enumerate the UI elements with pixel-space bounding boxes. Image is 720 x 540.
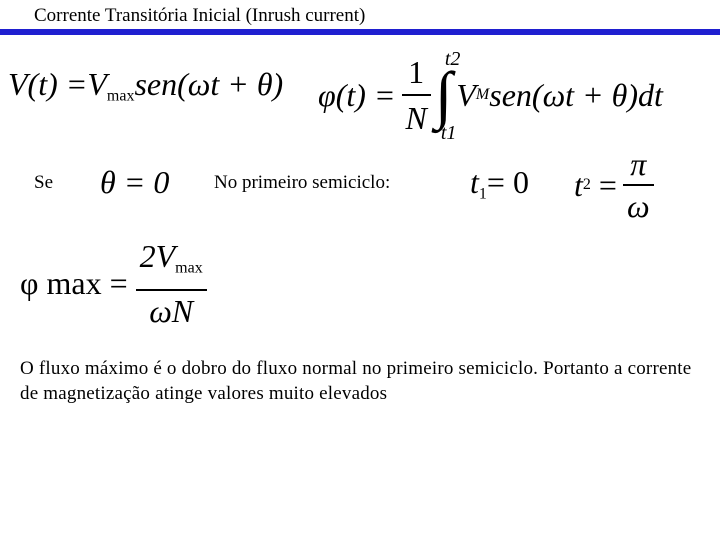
voltage-equation — [8, 64, 283, 117]
conclusion-paragraph: O fluxo máximo é o dobro do fluxo normal no primeiro semiciclo. Portanto a corrente de magnetização atinge valores muito elevados — [20, 358, 692, 404]
phimax-denominator: ωN — [149, 292, 194, 329]
voltage-equation-lhs: V(t) = — [8, 66, 88, 102]
voltage-equation-v: V — [87, 66, 107, 102]
phimax-numerator-coeff: 2V — [139, 238, 176, 274]
phimax-lhs: φ max = — [20, 265, 128, 302]
integral-symbol — [434, 48, 461, 144]
flux-fraction — [402, 52, 431, 138]
t2-fraction — [623, 146, 654, 224]
se-label: Se — [34, 172, 53, 193]
integral-lower-limit: t1 — [440, 122, 457, 144]
slide-title: Corrente Transitória Inicial (Inrush current) — [34, 5, 366, 26]
phimax-numerator-sub: max — [175, 259, 203, 277]
phimax-numerator — [136, 238, 207, 289]
t1-equation — [470, 164, 529, 213]
flux-fraction-numerator: 1 — [408, 54, 425, 90]
phimax-fraction — [136, 238, 207, 329]
phimax-equation — [20, 238, 207, 329]
flux-equation — [318, 48, 663, 144]
t2-var: t — [574, 167, 583, 203]
semicycle-label: No primeiro semiciclo: — [214, 172, 391, 193]
theta-equation: θ = 0 — [100, 164, 170, 200]
voltage-equation-sub: max — [106, 87, 135, 105]
flux-equation-v: V — [456, 77, 476, 113]
voltage-equation-rhs: sen(ωt + θ) — [134, 66, 284, 102]
t2-equation — [574, 146, 654, 224]
flux-fraction-denominator: N — [405, 100, 427, 136]
t1-rhs: = 0 — [486, 164, 529, 200]
title-underline — [0, 29, 720, 35]
flux-equation-sub: M — [475, 86, 490, 103]
t1-sub: 1 — [478, 185, 487, 203]
flux-equation-rhs: sen(ωt + θ)dt — [489, 77, 663, 113]
integral-sign: ∫ — [434, 59, 453, 130]
t2-equals: = — [598, 167, 617, 203]
t2-fraction-denominator: ω — [626, 188, 650, 224]
flux-equation-lhs: φ(t) = — [318, 77, 396, 113]
t1-var: t — [470, 164, 479, 200]
t2-sub: 2 — [582, 176, 591, 193]
t2-fraction-numerator: π — [630, 146, 647, 182]
integral-upper-limit: t2 — [444, 48, 461, 70]
